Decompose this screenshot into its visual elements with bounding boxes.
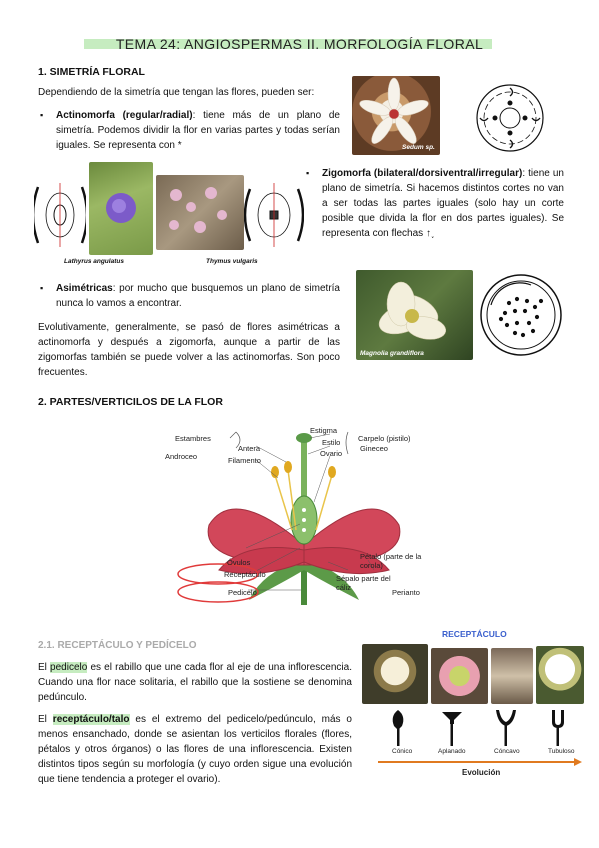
- asimetricas-term: Asimétricas: [56, 283, 113, 294]
- zigomorfa-term: Zigomorfa (bilateral/dorsiventral/irregular): [322, 168, 523, 179]
- type-concavo: Cóncavo: [494, 748, 520, 755]
- figure-title-receptaculo: RECEPTÁCULO: [442, 629, 507, 639]
- type-tubuloso: Tubuloso: [548, 748, 575, 755]
- pedicelo-term: pedicelo: [50, 662, 88, 673]
- label-androceo: Androceo: [165, 452, 198, 461]
- type-aplanado: Aplanado: [438, 748, 466, 755]
- sedum-photo: [352, 76, 440, 155]
- receptaculo-paragraph: El receptáculo/talo es el extremo del pedicelo/pedúnculo, más o menos ensanchado, donde se asientan los verticilos florales (flores, pétalos y otros órganos) o las flores de una inflorescencia. Existen distintos tipos según su morfología (y cuyo orden sigue una evolución que tiene tendencia a proteger el ovario).: [38, 714, 352, 785]
- zigomorfa-text: : tiene un plano de simetría. Si hacemos distintos cortes no van a ser todas las partes iguales (solo hay un corte posible que divida la flor en dos partes iguales). Se representa con flechas ↑˯: [322, 168, 564, 239]
- label-filamento: Filamento: [228, 456, 261, 465]
- pink-flowers-icon: [156, 175, 244, 250]
- receptaculo-photo-3: [491, 648, 533, 704]
- purple-flower-icon: [89, 162, 153, 255]
- label-estilo: Estilo: [322, 438, 341, 447]
- actinomorfa-paragraph: [56, 108, 340, 153]
- actinomorphic-diagram: [474, 82, 546, 154]
- label-carpelo: Carpelo (pistilo): [358, 434, 411, 443]
- label-gineceo: Gineceo: [360, 444, 388, 453]
- label-estambres: Estambres: [175, 434, 211, 443]
- section-heading-receptaculo: 2.1. RECEPTÁCULO Y PEDÍCELO: [38, 640, 197, 651]
- actinomorfa-term: Actinomorfa (regular/radial): [56, 110, 193, 121]
- evolution-label: Evolución: [462, 768, 501, 777]
- caption-sedum: Sedum sp.: [402, 144, 435, 151]
- pedicelo-paragraph: El pedicelo es el rabillo que une cada flor al eje de una inflorescencia. Cuando una flor nace solitaria, el rabillo que la sostiene se denomina pedúnculo.: [38, 662, 352, 703]
- label-estigma: Estigma: [310, 426, 338, 435]
- intro-text: Dependiendo de la simetría que tengan las flores, pueden ser:: [38, 87, 315, 98]
- caption-magnolia: Magnolia grandiflora: [360, 350, 424, 357]
- asimetricas-text: : por mucho que busquemos un plano de simetría nunca lo vamos a encontrar.: [56, 283, 340, 309]
- label-pedicelo: Pedicelo: [228, 588, 257, 597]
- receptaculo-term: receptáculo/talo: [52, 714, 130, 725]
- receptaculo-photo-1: [362, 644, 428, 704]
- type-conico: Cónico: [392, 748, 413, 755]
- magnolia-photo: [356, 270, 473, 360]
- label-sepalo: Sépalo parte del cáliz: [336, 574, 391, 592]
- asymmetric-diagram: [478, 272, 564, 358]
- page-title: TEMA 24: ANGIOSPERMAS II. MORFOLOGÍA FLORAL: [115, 36, 484, 52]
- label-ovario: Ovario: [320, 449, 343, 458]
- label-petalo: Pétalo (parte de la corola): [360, 552, 422, 570]
- actinomorfa-text: : tiene más de un plano de simetría. Podemos dividir la flor en varias partes y todas serían iguales. Se representa con *: [56, 110, 340, 151]
- caption-lathyrus: Lathyrus angulatus: [64, 258, 124, 265]
- flower-parts-diagram: [160, 420, 460, 605]
- label-receptaculo: Receptáculo: [224, 570, 266, 579]
- section-heading-partes: 2. PARTES/VERTICILOS DE LA FLOR: [38, 396, 223, 408]
- zygomorphic-diagram-right: [244, 180, 304, 250]
- evolution-paragraph: Evolutivamente, generalmente, se pasó de flores asimétricas a actinomorfa y después a zigomorfa, aunque a partir de las zigomorfas también se puede volver a las actinomorfas. Son poco frecuentes.: [38, 322, 340, 378]
- receptaculo-shapes: [380, 708, 580, 748]
- asimetricas-paragraph: [56, 281, 340, 311]
- receptaculo-photo-2: [431, 648, 488, 704]
- evolution-arrow: [378, 757, 584, 767]
- caption-thymus: Thymus vulgaris: [206, 258, 258, 265]
- white-flower-icon: [356, 270, 473, 360]
- section-heading-simetria: 1. SIMETRÍA FLORAL: [38, 66, 145, 78]
- label-perianto: Perianto: [392, 588, 420, 597]
- zigomorfa-paragraph: [322, 166, 564, 241]
- receptaculo-photo-4: [536, 646, 584, 704]
- thymus-photo: [156, 175, 244, 250]
- lathyrus-photo: [89, 162, 153, 255]
- zygomorphic-diagram-left: [34, 180, 86, 250]
- label-ovulos: Óvulos: [227, 558, 251, 567]
- label-antera: Antera: [238, 444, 261, 453]
